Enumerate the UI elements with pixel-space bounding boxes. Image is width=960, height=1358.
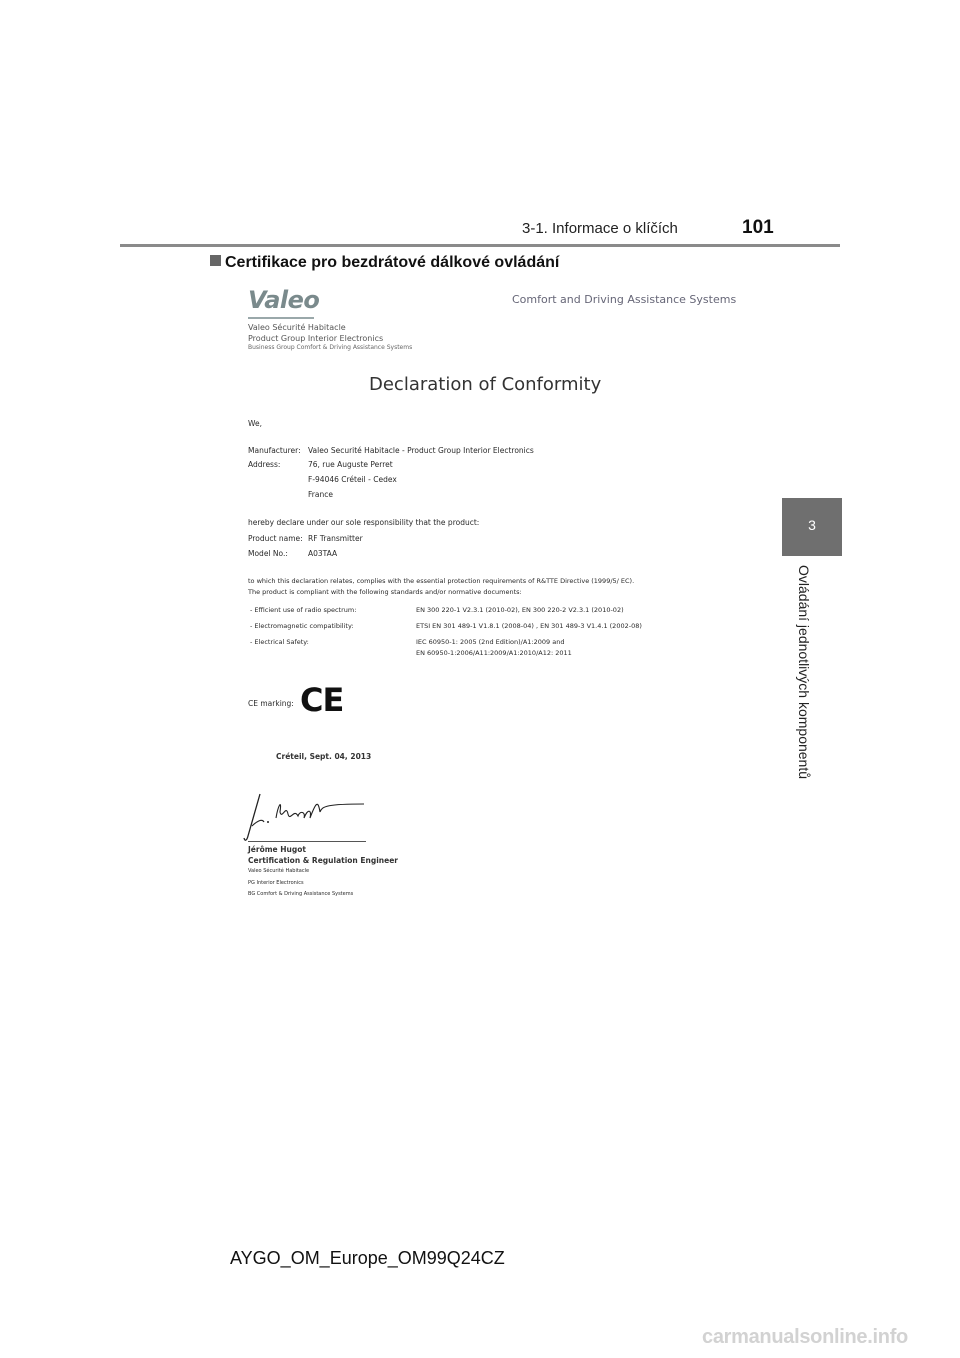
signatory-title: Certification & Regulation Engineer [248,856,398,865]
manufacturer-value: Valeo Securité Habitacle - Product Group Interior Electronics [308,446,534,455]
product-value: RF Transmitter [308,534,363,543]
standard-value: ETSI EN 301 489-1 V1.8.1 (2008-04) , EN 301 489-3 V1.4.1 (2002-08) [416,622,642,630]
section-heading: 3-1. Informace o klíčích [522,220,678,237]
logo-underline [248,317,314,319]
place-date: Créteil, Sept. 04, 2013 [276,752,372,761]
compliance-text: The product is compliant with the following standards and/or normative documents: [248,588,522,596]
header-divider [120,244,840,247]
square-bullet-icon [210,255,221,266]
standard-label: - Electrical Safety: [250,638,309,646]
address-line: France [308,490,333,499]
standard-value: EN 60950-1:2006/A11:2009/A1:2010/A12: 2011 [416,649,572,657]
ce-mark: CE [300,681,344,719]
address-line: 76, rue Auguste Perret [308,460,393,469]
document-id: AYGO_OM_Europe_OM99Q24CZ [230,1248,505,1268]
company-line: Valeo Sécurité Habitacle [248,323,346,332]
product-label: Product name: [248,534,303,543]
valeo-logo: Valeo [248,286,320,314]
signatory-line: BG Comfort & Driving Assistance Systems [248,891,354,897]
signature-image [242,788,372,844]
declaration-text: hereby declare under our sole responsibility that the product: [248,518,480,527]
standard-value: IEC 60950-1: 2005 (2nd Edition)/A1:2009 and [416,638,565,646]
standard-label: - Electromagnetic compatibility: [250,622,354,630]
page-number: 101 [742,217,774,238]
address-line: F-94046 Créteil - Cedex [308,475,397,484]
model-value: A03TAA [308,549,338,558]
chapter-tab-label: Ovládání jednotlivých komponentů [796,565,812,780]
model-label: Model No.: [248,549,288,558]
site-watermark: carmanualsonline.info [702,1326,908,1348]
signatory-line: PG Interior Electronics [248,880,304,886]
compliance-text: to which this declaration relates, complies with the essential protection requirements of R&TTE Directive (1999/5/ EC). [248,577,635,585]
standard-label: - Efficient use of radio spectrum: [250,606,357,614]
company-line: Product Group Interior Electronics [248,334,384,343]
certificate-scan [228,278,738,908]
signatory-line: Valeo Sécurité Habitacle [248,868,310,874]
certificate-title: Declaration of Conformity [369,374,602,395]
manufacturer-label: Manufacturer: [248,446,301,455]
subsection-title [210,254,559,272]
standard-value: EN 300 220-1 V2.3.1 (2010-02), EN 300 220-2 V2.3.1 (2010-02) [416,606,624,614]
address-label: Address: [248,460,281,469]
chapter-tab-number: 3 [808,517,816,533]
certificate-tagline: Comfort and Driving Assistance Systems [512,293,737,306]
we-text: We, [248,419,262,428]
subsection-title-text: Certifikace pro bezdrátové dálkové ovládání [225,254,560,271]
signatory-name: Jérôme Hugot [248,845,306,854]
company-line: Business Group Comfort & Driving Assistance Systems [248,344,413,351]
signature-line [248,841,366,842]
ce-marking-label: CE marking: [248,699,294,708]
